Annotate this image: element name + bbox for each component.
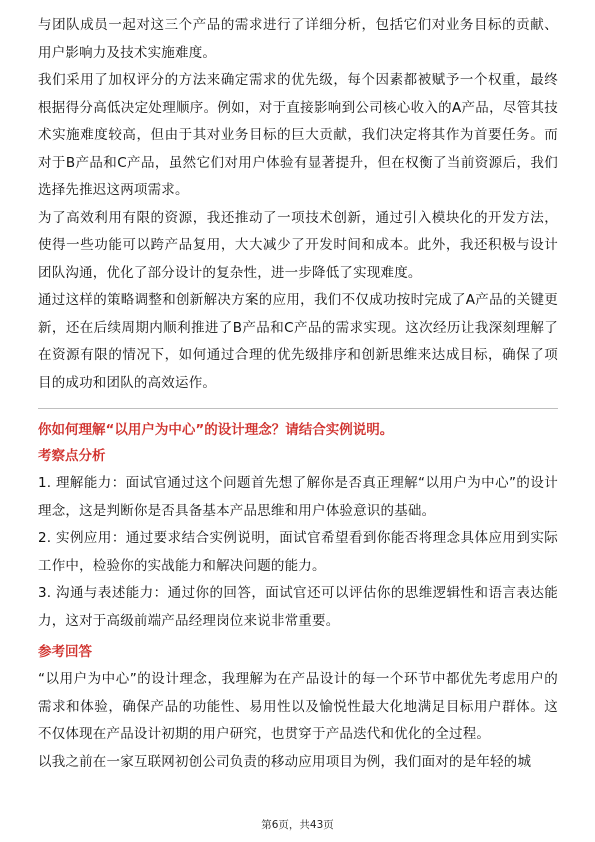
section-divider <box>38 408 558 409</box>
analysis-item: 1. 理解能力：面试官通过这个问题首先想了解你是否真正理解“以用户为中心”的设计理念，这是判断你是否具备基本产品思维和用户体验意识的基础。 <box>38 475 558 519</box>
page-footer: 第6页，共43页 <box>261 819 334 831</box>
question-heading: 你如何理解“以用户为中心”的设计理念？请结合实例说明。 <box>38 422 394 438</box>
analysis-item: 2. 实例应用：通过要求结合实例说明，面试官希望看到你能否将理念具体应用到实际工作中，检验你的实战能力和解决问题的能力。 <box>38 530 558 574</box>
analysis-title: 考察点分析 <box>38 448 106 464</box>
body-paragraph: 我们采用了加权评分的方法来确定需求的优先级，每个因素都被赋予一个权重，最终根据得分高低决定处理顺序。例如，对于直接影响到公司核心收入的A产品，尽管其技术实施难度较高，但由于其对业务目标的巨大贡献，我们决定将其作为首要任务。而对于B产品和C产品，虽然它们对用户体验有显著提升，但在权衡了当前资源后，我们选择先推迟这两项需求。 <box>38 72 558 198</box>
answer-paragraph: “以用户为中心”的设计理念，我理解为在产品设计的每一个环节中都优先考虑用户的需求和体验，确保产品的功能性、易用性以及愉悦性最大化地满足目标用户群体。这不仅体现在产品设计初期的用户研究，也贯穿于产品迭代和优化的全过程。 <box>38 671 558 742</box>
answer-title: 参考回答 <box>38 644 92 660</box>
answer-paragraph: 以我之前在一家互联网初创公司负责的移动应用项目为例，我们面对的是年轻的城 <box>38 753 532 770</box>
analysis-item: 3. 沟通与表述能力：通过你的回答，面试官还可以评估你的思维逻辑性和语言表达能力，这对于高级前端产品经理岗位来说非常重要。 <box>38 585 558 629</box>
document-page <box>38 12 558 776</box>
body-paragraph: 为了高效利用有限的资源，我还推动了一项技术创新，通过引入模块化的开发方法，使得一些功能可以跨产品复用，大大减少了开发时间和成本。此外，我还积极与设计团队沟通，优化了部分设计的复杂性，进一步降低了实现难度。 <box>38 209 558 281</box>
body-paragraph: 与团队成员一起对这三个产品的需求进行了详细分析，包括它们对业务目标的贡献、用户影响力及技术实施难度。 <box>38 17 558 61</box>
body-paragraph: 通过这样的策略调整和创新解决方案的应用，我们不仅成功按时完成了A产品的关键更新，还在后续周期内顺利推进了B产品和C产品的需求实现。这次经历让我深刻理解了在资源有限的情况下，如何通过合理的优先级排序和创新思维来达成目标，确保了项目的成功和团队的高效运作。 <box>38 292 558 391</box>
